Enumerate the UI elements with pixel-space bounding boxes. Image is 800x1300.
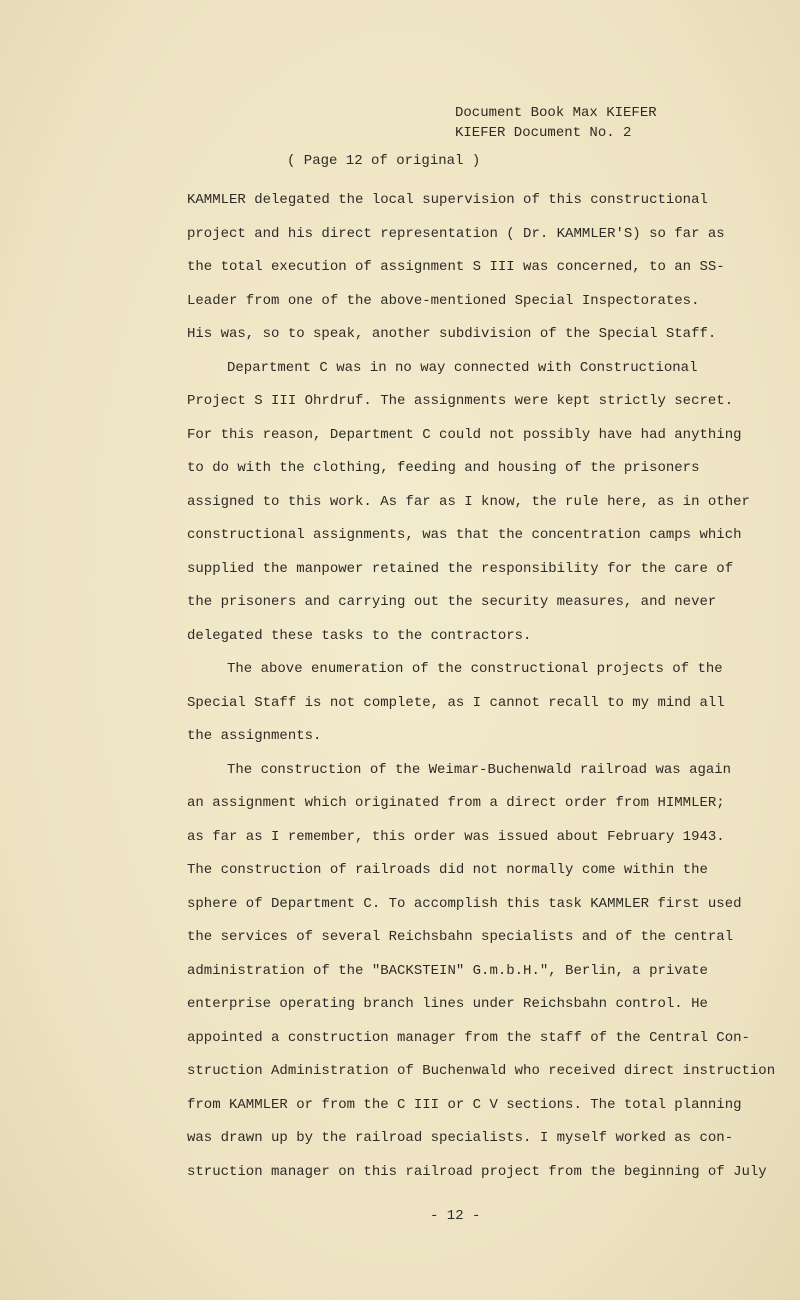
text-line: delegated these tasks to the contractors.	[187, 627, 532, 644]
text-line: the total execution of assignment S III was concerned, to an SS-	[187, 259, 725, 275]
text-line: KAMMLER delegated the local supervision of this constructional	[187, 192, 708, 208]
text-line: constructional assignments, was that the concentration camps which	[187, 527, 742, 543]
document-header	[455, 103, 657, 143]
text-line: Special Staff is not complete, as I cannot recall to my mind all	[187, 694, 725, 711]
page-number: - 12 -	[430, 1208, 481, 1224]
text-line: the assignments.	[187, 728, 322, 744]
text-line: the prisoners and carrying out the security measures, and never	[187, 594, 717, 610]
text-line: Department C was in no way connected with Constructional	[227, 359, 698, 376]
text-line: The construction of the Weimar-Buchenwald railroad was again	[227, 761, 732, 778]
text-line: supplied the manpower retained the responsibility for the care of	[187, 560, 734, 577]
text-line: His was, so to speak, another subdivision of the Special Staff.	[187, 326, 717, 342]
text-line: project and his direct representation ( Dr. KAMMLER'S) so far as	[187, 225, 725, 242]
text-line: from KAMMLER or from the C III or C V sections. The total planning	[187, 1096, 742, 1113]
text-line: an assignment which originated from a direct order from HIMMLER;	[187, 795, 725, 811]
text-line: sphere of Department C. To accomplish this task KAMMLER first used	[187, 895, 742, 912]
text-line: Leader from one of the above-mentioned Special Inspectorates.	[187, 292, 700, 309]
text-line: assigned to this work. As far as I know, the rule here, as in other	[187, 493, 750, 510]
text-line: The construction of railroads did not normally come within the	[187, 862, 708, 878]
text-line: to do with the clothing, feeding and housing of the prisoners	[187, 460, 700, 476]
text-line: administration of the "BACKSTEIN" G.m.b.H.", Berlin, a private	[187, 962, 708, 979]
text-line: struction Administration of Buchenwald who received direct instruction	[187, 1063, 776, 1079]
original-page-reference: ( Page 12 of original )	[287, 153, 481, 169]
text-line: For this reason, Department C could not possibly have had anything	[187, 426, 742, 443]
text-line: as far as I remember, this order was issued about February 1943.	[187, 828, 725, 845]
document-number: KIEFER Document No. 2	[455, 125, 632, 141]
document-book-title: Document Book Max KIEFER	[455, 105, 657, 121]
text-line: the services of several Reichsbahn specialists and of the central	[187, 929, 734, 945]
text-line: enterprise operating branch lines under Reichsbahn control. He	[187, 996, 708, 1012]
text-line: appointed a construction manager from the staff of the Central Con-	[187, 1029, 750, 1046]
text-line: The above enumeration of the constructional projects of the	[227, 661, 723, 677]
document-body	[187, 184, 787, 1189]
text-line: struction manager on this railroad project from the beginning of July	[187, 1163, 767, 1180]
text-line: was drawn up by the railroad specialists. I myself worked as con-	[187, 1130, 734, 1146]
text-line: Project S III Ohrdruf. The assignments were kept strictly secret.	[187, 393, 734, 409]
